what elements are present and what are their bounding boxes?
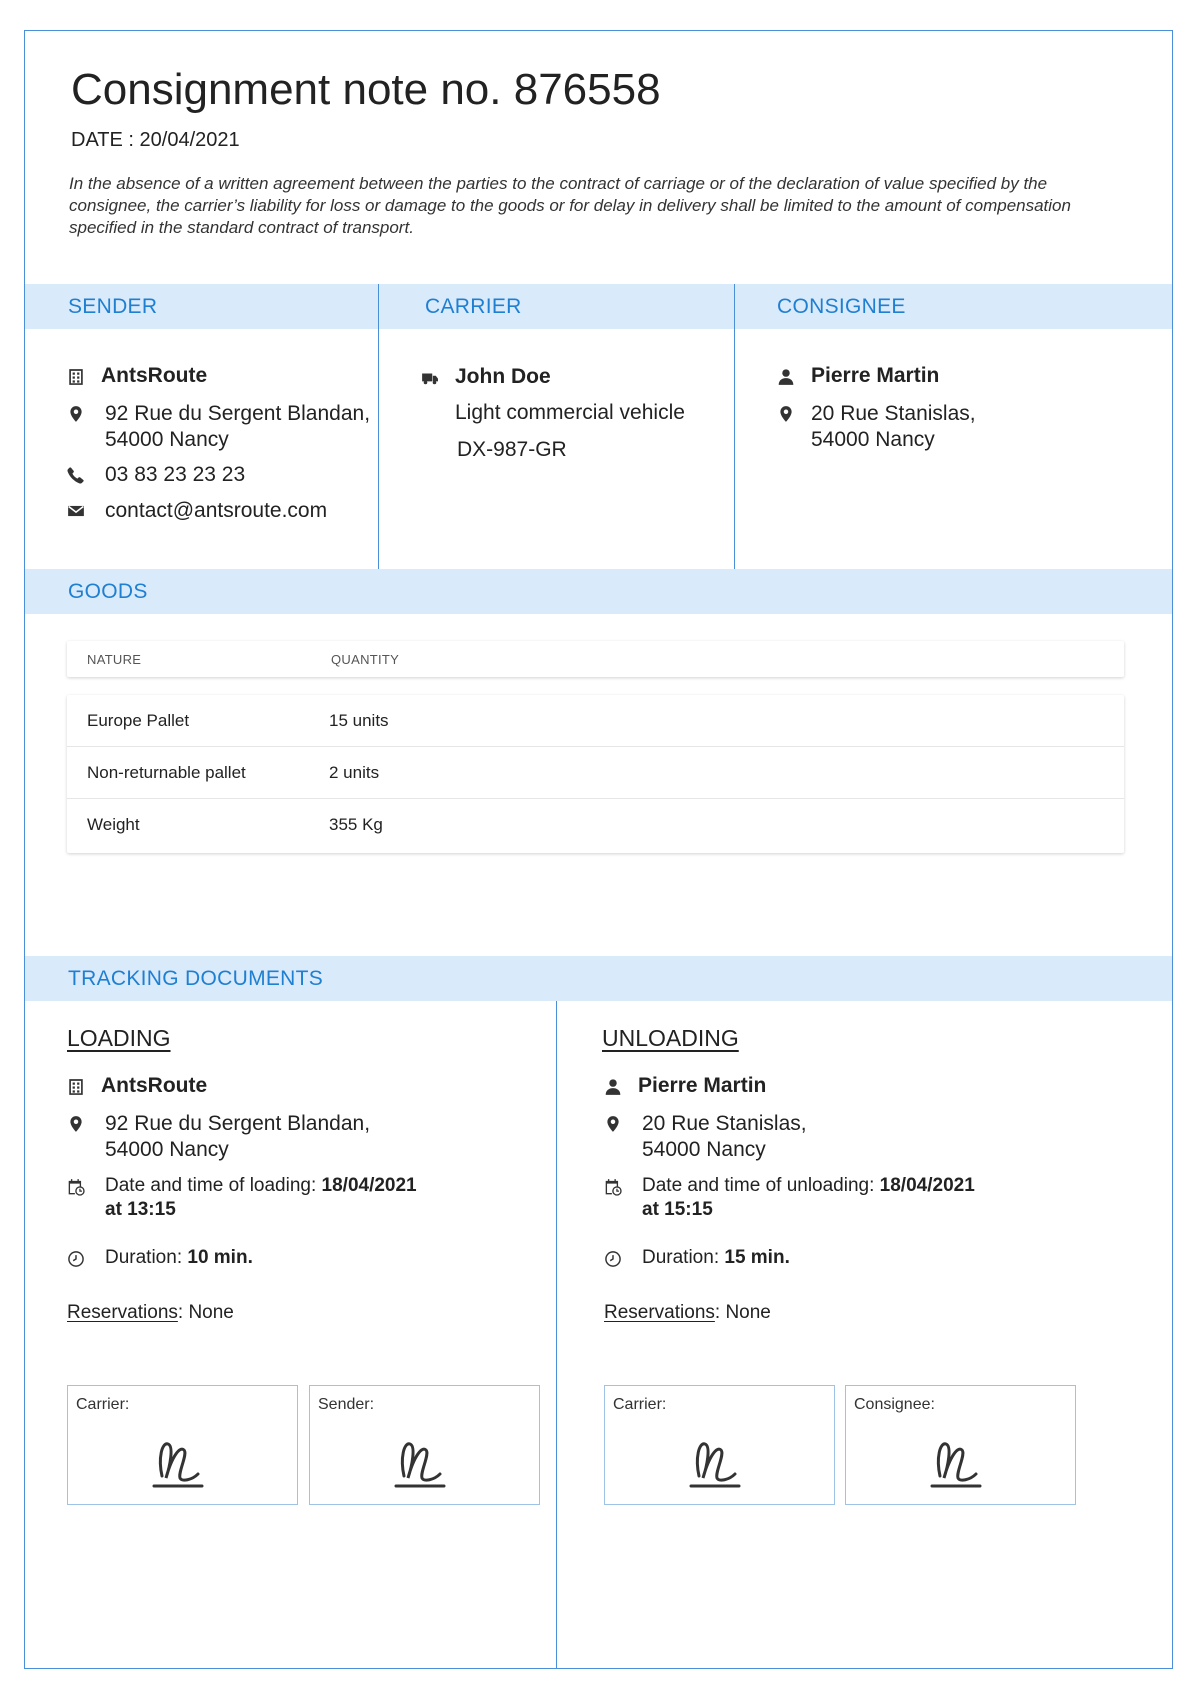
document-date: DATE : 20/04/2021 <box>71 129 240 151</box>
unloading-name-row <box>602 1074 766 1098</box>
person-icon <box>775 366 797 388</box>
goods-nature: Europe Pallet <box>87 711 190 730</box>
loading-address-line1: 92 Rue du Sergent Blandan, <box>105 1112 371 1135</box>
location-pin-icon <box>602 1113 624 1135</box>
goods-nature: Non-returnable pallet <box>87 763 246 782</box>
truck-icon <box>419 367 441 389</box>
loading-duration-value: 10 min. <box>187 1247 253 1268</box>
phone-icon <box>65 464 87 486</box>
unloading-reservations-label: Reservations <box>604 1302 715 1323</box>
loading-datetime-date: 18/04/2021 <box>321 1175 417 1196</box>
consignee-address-line2: 54000 Nancy <box>811 428 935 451</box>
clock-icon <box>65 1248 87 1270</box>
divider <box>734 284 735 569</box>
carrier-name: John Doe <box>455 365 551 388</box>
loading-reservations <box>67 1302 234 1324</box>
location-pin-icon <box>65 1113 87 1135</box>
signature-icon <box>685 1436 745 1492</box>
sender-email: contact@antsroute.com <box>105 499 328 522</box>
signature-label: Consignee: <box>854 1396 935 1413</box>
sender-address-line1: 92 Rue du Sergent Blandan, <box>105 402 371 425</box>
goods-table <box>67 695 1124 853</box>
carrier-name-row <box>419 365 551 389</box>
loading-name: AntsRoute <box>101 1074 208 1097</box>
calendar-clock-icon <box>602 1176 624 1198</box>
loading-duration-label: Duration: <box>105 1247 188 1268</box>
location-pin-icon <box>775 403 797 425</box>
signature-icon <box>148 1436 208 1492</box>
carrier-vehicle: Light commercial vehicle <box>455 401 685 424</box>
loading-duration-row <box>65 1246 253 1270</box>
loading-name-row <box>65 1074 207 1098</box>
carrier-plate: DX-987-GR <box>457 438 567 461</box>
unloading-datetime-time: at 15:15 <box>642 1199 713 1220</box>
unloading-title: UNLOADING <box>602 1025 739 1051</box>
page-title: Consignment note no. 876558 <box>71 65 661 114</box>
loading-datetime-label: Date and time of loading: <box>105 1175 322 1196</box>
unloading-reservations <box>604 1302 771 1324</box>
parties-band <box>25 284 1172 329</box>
unloading-name: Pierre Martin <box>638 1074 767 1097</box>
clock-icon <box>602 1248 624 1270</box>
sender-heading: SENDER <box>68 295 158 318</box>
goods-table-header <box>67 641 1124 677</box>
divider <box>378 284 379 569</box>
goods-quantity: 15 units <box>329 711 389 730</box>
unloading-address-line1: 20 Rue Stanislas, <box>642 1112 807 1135</box>
signature-label: Carrier: <box>613 1396 667 1413</box>
consignee-heading: CONSIGNEE <box>777 295 906 318</box>
consignee-address-line1: 20 Rue Stanislas, <box>811 402 976 425</box>
table-row <box>67 799 1124 853</box>
unloading-duration-label: Duration: <box>642 1247 725 1268</box>
header <box>25 31 1172 306</box>
divider <box>556 1001 557 1669</box>
sender-phone: 03 83 23 23 23 <box>105 463 246 486</box>
loading-datetime-row <box>65 1174 417 1222</box>
building-icon <box>65 366 87 388</box>
sender-address-row <box>65 401 370 453</box>
envelope-icon <box>65 500 87 522</box>
loading-title: LOADING <box>67 1025 171 1051</box>
unloading-address-line2: 54000 Nancy <box>642 1138 766 1161</box>
loading-reservations-label: Reservations <box>67 1302 178 1323</box>
carrier-signature-box[interactable] <box>604 1385 835 1505</box>
consignee-address-row <box>775 401 976 453</box>
building-icon <box>65 1076 87 1098</box>
sender-address-line2: 54000 Nancy <box>105 428 229 451</box>
unloading-datetime-row <box>602 1174 975 1222</box>
carrier-signature-box[interactable] <box>67 1385 298 1505</box>
signature-label: Sender: <box>318 1396 375 1413</box>
goods-nature: Weight <box>87 815 140 834</box>
tracking-band <box>25 956 1172 1001</box>
consignee-name-row <box>775 364 939 388</box>
column-nature: NATURE <box>87 652 142 667</box>
calendar-clock-icon <box>65 1176 87 1198</box>
goods-heading: GOODS <box>68 580 148 603</box>
signature-icon <box>926 1436 986 1492</box>
unloading-address-row <box>602 1111 807 1163</box>
sender-signature-box[interactable] <box>309 1385 540 1505</box>
unloading-duration-row <box>602 1246 790 1270</box>
consignee-name: Pierre Martin <box>811 364 940 387</box>
unloading-duration-value: 15 min. <box>724 1247 790 1268</box>
location-pin-icon <box>65 403 87 425</box>
person-icon <box>602 1076 624 1098</box>
sender-name: AntsRoute <box>101 364 208 387</box>
consignment-note <box>24 30 1173 1669</box>
loading-address-row <box>65 1111 370 1163</box>
loading-address-line2: 54000 Nancy <box>105 1138 229 1161</box>
sender-phone-row <box>65 462 245 488</box>
carrier-heading: CARRIER <box>425 295 522 318</box>
signature-label: Carrier: <box>76 1396 130 1413</box>
consignee-signature-box[interactable] <box>845 1385 1076 1505</box>
unloading-datetime-label: Date and time of unloading: <box>642 1175 880 1196</box>
loading-datetime-time: at 13:15 <box>105 1199 176 1220</box>
unloading-reservations-value: : None <box>714 1302 771 1323</box>
goods-band <box>25 569 1172 614</box>
goods-quantity: 355 Kg <box>329 815 383 834</box>
sender-name-row <box>65 364 207 388</box>
table-row <box>67 695 1124 747</box>
tracking-heading: TRACKING DOCUMENTS <box>68 967 324 990</box>
signature-icon <box>390 1436 450 1492</box>
table-row <box>67 747 1124 799</box>
loading-reservations-value: : None <box>177 1302 234 1323</box>
column-quantity: QUANTITY <box>331 652 400 667</box>
liability-disclaimer: In the absence of a written agreement between the parties to the contract of carriage or of the declaration of value specified by the consignee, the carrier’s liability for loss or damage to the goods or for delay in delivery shall be limited to the amount of compensation specified in the standard contract of transport. <box>69 174 1071 237</box>
goods-quantity: 2 units <box>329 763 380 782</box>
sender-email-row <box>65 498 327 524</box>
unloading-datetime-date: 18/04/2021 <box>879 1175 975 1196</box>
